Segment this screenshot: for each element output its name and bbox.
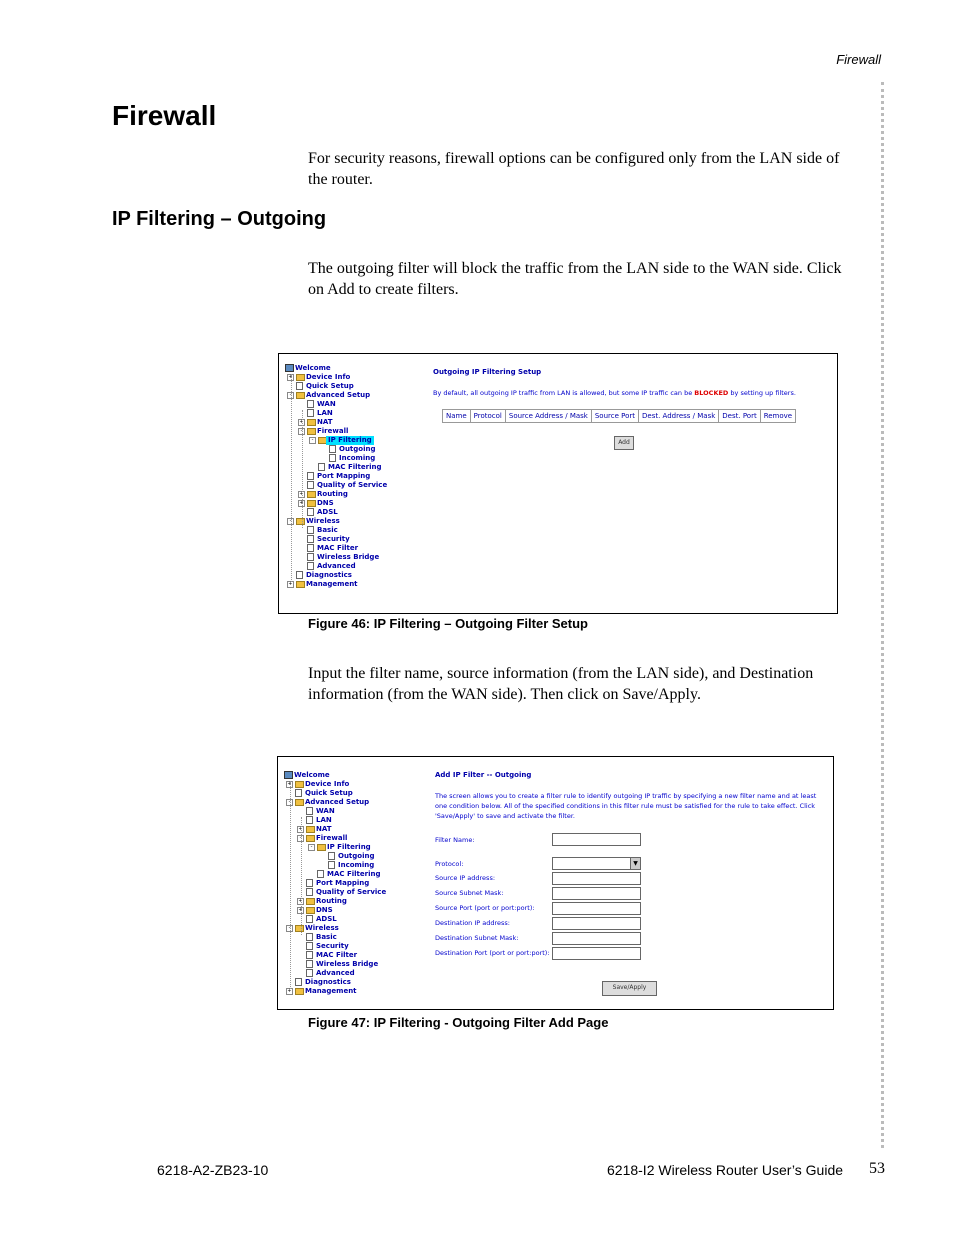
expand-icon[interactable]: + bbox=[288, 581, 293, 587]
filter-name-input[interactable] bbox=[552, 833, 641, 846]
page-icon bbox=[329, 445, 336, 453]
guide-title: 6218-I2 Wireless Router User’s Guide bbox=[607, 1162, 844, 1178]
page-icon bbox=[318, 463, 325, 471]
filter-name-label: Filter Name: bbox=[435, 836, 475, 844]
panel-title: Outgoing IP Filtering Setup bbox=[433, 368, 542, 376]
page-icon bbox=[295, 978, 302, 986]
dest-mask-input[interactable] bbox=[552, 932, 641, 945]
tree-guide-line bbox=[290, 781, 291, 991]
folder-icon bbox=[306, 826, 315, 833]
folder-open-icon bbox=[296, 518, 305, 525]
computer-icon bbox=[284, 771, 293, 779]
expand-icon[interactable]: + bbox=[299, 419, 304, 425]
source-port-input[interactable] bbox=[552, 902, 641, 915]
collapse-icon[interactable]: - bbox=[298, 428, 305, 435]
page-icon bbox=[307, 562, 314, 570]
page-icon bbox=[307, 535, 314, 543]
collapse-icon[interactable]: - bbox=[286, 799, 293, 806]
collapse-icon[interactable]: - bbox=[308, 844, 315, 851]
page-icon bbox=[307, 409, 314, 417]
page-icon bbox=[295, 789, 302, 797]
figure-47-screenshot: Welcome + Device Info Quick Setup - Advanced Setup WAN LAN + NAT - Firewall - IP Filtering Outgoing Incoming MAC Filtering Port Mapping Quality of Service + Routing + DNS ADSL - Wireless Basic Security MAC Filter Wireless Bridge Advanced Diagnostics + Management Add IP Filter -- Outgoing The screen allows you to create a filter rule to identify outgoing IP traffic by specifying a new filter name and at least one condition below. All of the specified conditions in this filter rule must be satisfied for the rule to take effect. Click 'Save/Apply' to save and activate the filter. Filter Name: Protocol: ▼ Source IP address: Source Subnet Mask: Source Port (port or port:port): Destination IP address: Destination Subnet Mask: Destination Port (port or port:port): Save/Apply bbox=[277, 756, 834, 1010]
blocked-text: BLOCKED bbox=[694, 389, 729, 397]
folder-icon bbox=[306, 898, 315, 905]
expand-icon[interactable]: + bbox=[299, 491, 304, 497]
table-header-row bbox=[443, 410, 796, 423]
page-icon bbox=[328, 861, 335, 869]
source-ip-label: Source IP address: bbox=[435, 874, 496, 882]
page-icon bbox=[306, 888, 313, 896]
protocol-select[interactable] bbox=[552, 857, 641, 870]
folder-icon bbox=[307, 491, 316, 498]
page-icon bbox=[307, 400, 314, 408]
outgoing-filter-paragraph: The outgoing filter will block the traffic from the LAN side to the WAN side. Click on Add to create filters. bbox=[308, 260, 842, 298]
page-icon bbox=[307, 481, 314, 489]
page-icon bbox=[306, 816, 313, 824]
expand-icon[interactable]: + bbox=[288, 374, 293, 380]
page-icon bbox=[307, 472, 314, 480]
running-header: Firewall bbox=[836, 52, 881, 67]
folder-icon bbox=[307, 500, 316, 507]
folder-icon bbox=[296, 374, 305, 381]
collapse-icon[interactable]: - bbox=[309, 437, 316, 444]
folder-icon bbox=[307, 419, 316, 426]
expand-icon[interactable]: + bbox=[298, 907, 303, 913]
document-id: 6218-A2-ZB23-10 bbox=[157, 1162, 269, 1178]
folder-icon bbox=[296, 581, 305, 588]
filter-table bbox=[442, 409, 796, 423]
page-icon bbox=[306, 969, 313, 977]
page-title: Firewall bbox=[112, 100, 217, 131]
dest-port-input[interactable] bbox=[552, 947, 641, 960]
filter-input-paragraph: Input the filter name, source information (from the LAN side), and Destination information (from the WAN side). Then click on Save/Apply. bbox=[308, 665, 814, 703]
section-heading: IP Filtering – Outgoing bbox=[112, 208, 327, 230]
protocol-label: Protocol: bbox=[435, 860, 464, 868]
folder-open-icon bbox=[296, 392, 305, 399]
expand-icon[interactable]: + bbox=[287, 781, 292, 787]
tree-guide-line bbox=[302, 410, 303, 528]
col-header: Source Address / Mask bbox=[505, 410, 591, 423]
intro-paragraph: For security reasons, firewall options can be configured only from the LAN side of the router. bbox=[308, 150, 840, 188]
page-icon bbox=[296, 382, 303, 390]
dest-ip-input[interactable] bbox=[552, 917, 641, 930]
figure-47-caption: Figure 47: IP Filtering - Outgoing Filter Add Page bbox=[308, 1015, 609, 1030]
page-icon bbox=[306, 942, 313, 950]
source-mask-label: Source Subnet Mask: bbox=[435, 889, 504, 897]
folder-open-icon bbox=[317, 844, 326, 851]
figure-46-caption: Figure 46: IP Filtering – Outgoing Filter Setup bbox=[308, 616, 589, 631]
collapse-icon[interactable]: - bbox=[297, 835, 304, 842]
figure-46-screenshot: Welcome + Device Info Quick Setup - Advanced Setup WAN LAN + NAT - Firewall - IP Filtering Outgoing Incoming MAC Filtering Port Mapping Quality of Service + Routing + DNS ADSL - Wireless Basic Security MAC Filter Wireless Bridge Advanced Diagnostics + Management Outgoing IP Filtering Setup By default, all outgoing IP traffic from LAN is allowed, but some IP traffic can be BLOCKED by setting up filters. Name Protocol Source Address / Mask Source Port Dest. Address / Mask Dest. Port Remove Add bbox=[278, 353, 838, 614]
col-header: Source Port bbox=[591, 410, 638, 423]
computer-icon bbox=[285, 364, 294, 372]
dest-ip-label: Destination IP address: bbox=[435, 919, 510, 927]
page-icon bbox=[307, 553, 314, 561]
folder-open-icon bbox=[295, 799, 304, 806]
expand-icon[interactable]: + bbox=[298, 898, 303, 904]
page-icon bbox=[329, 454, 336, 462]
col-header: Protocol bbox=[470, 410, 505, 423]
col-header: Dest. Address / Mask bbox=[639, 410, 719, 423]
page-number: 53 bbox=[869, 1160, 885, 1177]
source-ip-input[interactable] bbox=[552, 872, 641, 885]
chevron-down-icon[interactable]: ▼ bbox=[630, 858, 640, 869]
collapse-icon[interactable]: - bbox=[287, 392, 294, 399]
page-icon bbox=[307, 508, 314, 516]
folder-icon bbox=[295, 988, 304, 995]
col-header: Remove bbox=[760, 410, 795, 423]
page-icon bbox=[306, 915, 313, 923]
folder-icon bbox=[295, 781, 304, 788]
dest-mask-label: Destination Subnet Mask: bbox=[435, 934, 519, 942]
margin-rule bbox=[881, 82, 884, 1148]
panel-description: By default, all outgoing IP traffic from LAN is allowed, but some IP traffic can be BLOCKED by setting up filters. bbox=[433, 389, 796, 397]
panel-description: The screen allows you to create a filter rule to identify outgoing IP traffic by specifying a new filter name and at least one condition below. All of the specified conditions in this filter rule must be satisfied for the rule to take effect. Click 'Save/Apply' to save and activate the filter. bbox=[435, 792, 817, 820]
folder-icon bbox=[306, 907, 315, 914]
folder-open-icon bbox=[295, 925, 304, 932]
folder-open-icon bbox=[306, 835, 315, 842]
source-port-label: Source Port (port or port:port): bbox=[435, 904, 535, 912]
expand-icon[interactable]: + bbox=[287, 988, 292, 994]
source-mask-input[interactable] bbox=[552, 887, 641, 900]
page-icon bbox=[328, 852, 335, 860]
panel-title: Add IP Filter -- Outgoing bbox=[435, 771, 532, 779]
page-icon bbox=[317, 870, 324, 878]
collapse-icon[interactable]: - bbox=[286, 925, 293, 932]
collapse-icon[interactable]: - bbox=[287, 518, 294, 525]
page-icon bbox=[307, 544, 314, 552]
expand-icon[interactable]: + bbox=[299, 500, 304, 506]
expand-icon[interactable]: + bbox=[298, 826, 303, 832]
folder-open-icon bbox=[307, 428, 316, 435]
tree-guide-line bbox=[301, 817, 302, 935]
page-icon bbox=[306, 960, 313, 968]
save-apply-button[interactable]: Save/Apply bbox=[602, 981, 657, 996]
page-icon bbox=[296, 571, 303, 579]
dest-port-label: Destination Port (port or port:port): bbox=[435, 949, 550, 957]
tree-guide-line bbox=[291, 374, 292, 584]
page-icon bbox=[306, 933, 313, 941]
col-header: Dest. Port bbox=[719, 410, 760, 423]
col-header: Name bbox=[443, 410, 471, 423]
page-icon bbox=[306, 951, 313, 959]
add-button[interactable]: Add bbox=[614, 436, 634, 450]
page-icon bbox=[306, 807, 313, 815]
page-icon bbox=[306, 879, 313, 887]
page-icon bbox=[307, 526, 314, 534]
